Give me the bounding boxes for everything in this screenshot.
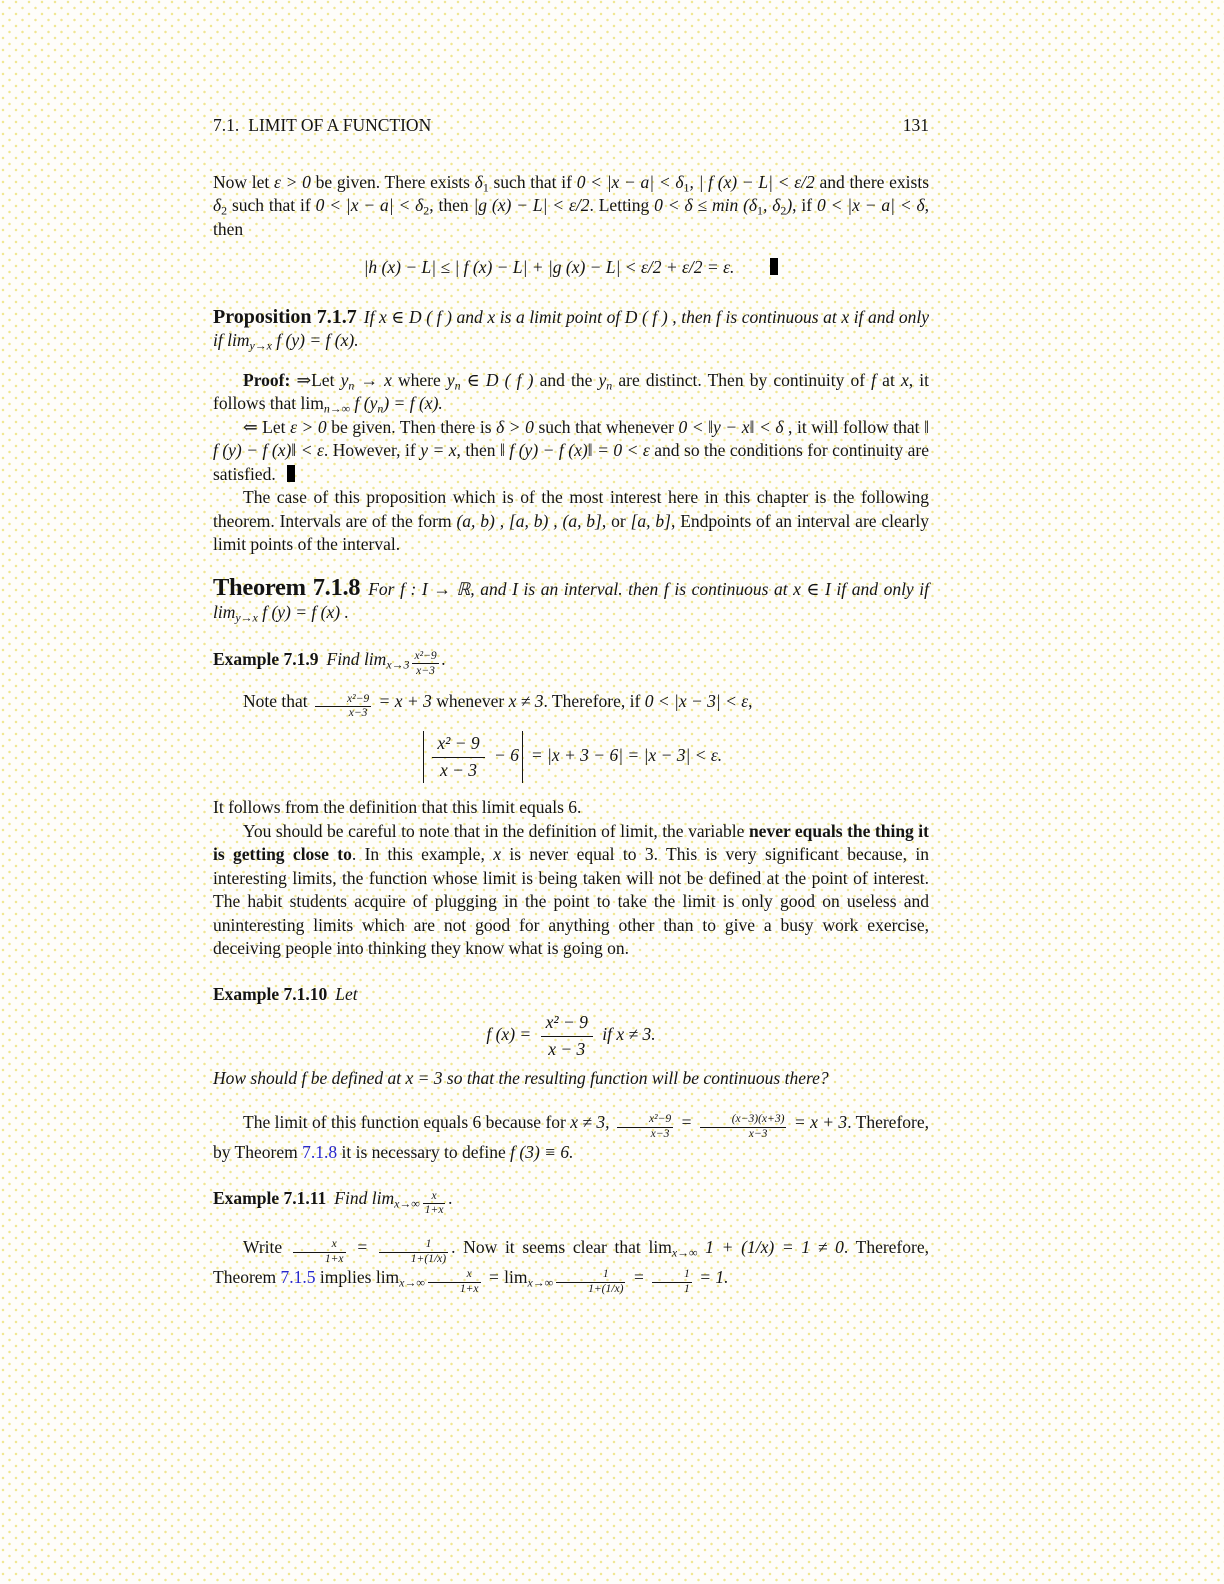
paragraph-limit-explanation — [213, 1111, 929, 1164]
text-run: . — [441, 648, 446, 669]
inline-fraction — [617, 1113, 673, 1141]
text-run: lim — [648, 1237, 672, 1258]
fraction-numerator: x — [423, 1190, 446, 1204]
fraction-denominator: 1+x — [424, 1204, 444, 1217]
italic-text-run: f (y) = f (x). — [271, 330, 359, 350]
paragraph-proof-forward — [213, 369, 929, 416]
math-run: = — [348, 1237, 376, 1258]
example-label: Example 7.1.10 — [213, 983, 328, 1004]
math-run: y — [598, 369, 607, 390]
math-run: 0 < |x − 3| < ε — [644, 691, 749, 712]
fraction-numerator: x²−9 — [617, 1113, 673, 1127]
subscript: 1 — [757, 203, 763, 218]
italic-text-run: Let — [335, 983, 358, 1004]
example-body — [334, 1188, 453, 1217]
italic-text-run: f (y) = f (x) . — [257, 602, 349, 622]
example-7-1-10 — [213, 983, 929, 1007]
bold-text-run: never equals the thing it is getting close to — [213, 820, 929, 865]
proposition-7-1-7 — [213, 306, 929, 353]
math-run: 0 < |x − a| < δ — [315, 195, 424, 215]
subscript: 1 — [683, 179, 690, 194]
math-subscript: x→∞ — [399, 1275, 425, 1290]
inline-fraction — [556, 1268, 625, 1296]
math-run: δ > 0 — [496, 416, 534, 437]
fraction-numerator: x² − 9 — [432, 734, 484, 758]
theorem-reference-link[interactable]: 7.1.8 — [302, 1141, 338, 1162]
fraction-denominator: 1+(1/x) — [588, 1283, 624, 1296]
section-number: 7.1. — [213, 115, 240, 135]
math-run: f (y — [350, 393, 378, 413]
math-run: , | f (x) − L| < ε/2 — [689, 171, 815, 192]
italic-text-run: , and I is an interval. then f is continuous at x ∈ I if and only if — [470, 578, 929, 599]
example-7-1-11 — [213, 1187, 929, 1217]
math-run: δ — [213, 195, 222, 215]
example-body — [335, 984, 357, 1004]
text-run: Write — [243, 1237, 290, 1258]
text-run: and so the conditions for continuity are satisfied. — [213, 440, 929, 484]
page-header — [213, 114, 929, 138]
math-run: |g (x) − L| < ε/2 — [473, 195, 590, 215]
math-run: = 1. — [694, 1267, 729, 1288]
text-run: at — [876, 369, 901, 390]
math-run: x — [900, 369, 909, 390]
math-run: = — [676, 1112, 697, 1133]
math-run: ) — [786, 195, 793, 215]
math-run: 1 + (1/x) = 1 ≠ 0 — [697, 1237, 844, 1258]
text-run: is never equal to 3. This is very significant because, in interesting limits, the function whose limit is being taken will not be defined at the point of interest. The habit students acquire of plugging in the point to take the limit is only good on useless and uninteresting limits which are not good for anything other than to give a busy work exercise, deceiving people into thinking they know what is going on. — [213, 844, 929, 959]
text-run: where — [391, 369, 447, 390]
math-run: ) = f (x). — [383, 393, 443, 413]
subscript: 1 — [482, 179, 489, 194]
text-run: lim — [227, 330, 250, 350]
paragraph-write-solution — [213, 1236, 929, 1296]
math-run: y — [340, 369, 349, 390]
math-subscript: n — [377, 401, 384, 416]
math-run: ‖ f (y) − f (x)‖ = 0 < ε — [499, 440, 650, 460]
theorem-label: Theorem 7.1.8 — [213, 573, 361, 601]
fraction-numerator: x — [293, 1238, 346, 1252]
fraction-numerator: (x−3)(x+3) — [700, 1113, 787, 1127]
text-run: . Therefore, Theorem — [213, 1237, 929, 1288]
fraction-denominator: 1+(1/x) — [410, 1253, 447, 1266]
paragraph-limit-equals-6 — [213, 796, 929, 820]
inline-fraction — [700, 1113, 787, 1141]
section-title: LIMIT OF A FUNCTION — [248, 115, 432, 135]
text-run: Note that — [243, 691, 313, 712]
math-run: = — [628, 1267, 650, 1288]
math-run: f (x) = — [486, 1024, 536, 1045]
text-run: It follows from the definition that this limit equals 6. — [213, 797, 582, 818]
math-subscript: n→∞ — [323, 401, 351, 416]
text-run: Let — [257, 416, 291, 437]
paragraph-how-should-f — [213, 1067, 929, 1091]
text-run: Let — [311, 369, 341, 390]
math-subscript: x→∞ — [671, 1245, 698, 1260]
italic-text-run: How should f be defined at x = 3 so that the resulting function will be continuous there? — [213, 1067, 829, 1088]
fraction-denominator: 1 — [684, 1283, 690, 1296]
page-content — [213, 114, 929, 1296]
subscript: 2 — [780, 203, 787, 218]
italic-text-run: Find — [334, 1188, 372, 1209]
fraction-numerator: x² − 9 — [541, 1013, 593, 1037]
inline-fraction — [412, 650, 438, 678]
text-run: lim — [300, 393, 324, 413]
text-run: be given. There exists — [310, 171, 475, 192]
math-subscript: n — [454, 377, 461, 392]
inline-fraction — [428, 1268, 481, 1296]
italic-text-run: If x ∈ D ( f ) and x is a limit point of D ( f ) , then f is continuous at x if and only if — [213, 306, 929, 350]
vertical-bar-icon — [522, 731, 524, 783]
paragraph-case-of-proposition — [213, 486, 929, 557]
fraction-denominator: x − 3 — [548, 1038, 586, 1059]
text-run: such that if — [488, 171, 577, 192]
math-run: x ≠ 3 — [508, 691, 544, 712]
italic-text-run: Find — [326, 648, 364, 669]
math-run: δ — [474, 171, 483, 192]
text-run: . Letting — [589, 195, 655, 215]
math-run: |h (x) − L| ≤ | f (x) − L| + |g (x) − L| < ε/2 + ε/2 = ε. — [363, 257, 735, 277]
text-run: , then — [429, 195, 474, 215]
text-run: . However, if — [323, 440, 421, 460]
inline-fraction — [652, 1268, 692, 1296]
math-run: ε > 0 — [290, 416, 327, 437]
text-run: , it will follow that — [783, 416, 925, 437]
fraction-numerator: 1 — [652, 1268, 692, 1282]
fraction-denominator: x−3 — [348, 707, 368, 720]
math-run: f — [871, 369, 877, 390]
math-run: x ≠ 3, — [570, 1112, 614, 1133]
paragraph-never-equals-warning — [213, 820, 929, 961]
math-run: ∈ D ( f ) — [460, 369, 534, 390]
text-run: Now let — [213, 171, 274, 192]
page-number: 131 — [902, 115, 929, 135]
inline-fraction — [423, 1190, 446, 1218]
example-label: Example 7.1.9 — [213, 648, 319, 669]
text-run: . Therefore, if — [543, 691, 645, 712]
inline-fraction — [379, 1238, 448, 1266]
vertical-bar-icon — [423, 731, 425, 783]
text-run: and there exists — [814, 171, 930, 192]
example-7-1-9 — [213, 648, 929, 678]
math-run: 0 < |x − a| < δ — [816, 195, 925, 215]
text-run: , — [748, 691, 753, 712]
fraction-denominator: x − 3 — [439, 759, 478, 780]
fraction-numerator: x²−9 — [315, 693, 371, 707]
math-run: 0 < δ ≤ min (δ — [654, 195, 758, 215]
math-run: ⇐ — [243, 416, 258, 437]
math-run: y = x — [420, 440, 457, 460]
text-run: it is necessary to define — [337, 1141, 511, 1162]
text-run: and the — [533, 369, 599, 390]
text-run: lim — [363, 648, 387, 669]
math-run: 0 < |x − a| < δ — [576, 171, 684, 192]
fraction-denominator: 1+x — [324, 1253, 344, 1266]
text-run: The case of this proposition which is of the most interest here in this chapter is the following theorem. Intervals are of the form — [213, 487, 929, 531]
inline-fraction — [315, 693, 371, 721]
math-run: ⇒ — [296, 369, 312, 390]
text-run: , then — [456, 440, 500, 460]
text-run: , then — [213, 195, 930, 239]
text-run: . Now it seems clear that — [451, 1237, 649, 1258]
math-subscript: x→∞ — [527, 1275, 554, 1290]
fraction-numerator: 1 — [379, 1238, 448, 1252]
display-equation-triangle-inequality — [213, 256, 929, 280]
math-subscript: n — [606, 377, 613, 392]
math-subscript: y→x — [235, 610, 258, 625]
display-fraction — [432, 734, 484, 780]
text-run: , if — [792, 195, 817, 215]
theorem-7-1-8 — [213, 573, 929, 625]
subscript: 2 — [221, 203, 228, 218]
math-subscript: y→x — [249, 338, 272, 353]
fraction-numerator: x²−9 — [412, 650, 438, 664]
text-run: The limit of this function equals 6 because for — [243, 1112, 571, 1133]
text-run: lim — [213, 602, 236, 622]
math-run: = x + 3 — [374, 691, 432, 712]
subscript: 2 — [423, 203, 430, 218]
fraction-denominator: x−3 — [650, 1128, 670, 1141]
text-run: , or — [601, 510, 631, 531]
text-run: such that whenever — [533, 416, 679, 437]
display-equation-fraction-bound — [213, 731, 929, 783]
running-section-heading — [213, 114, 431, 138]
math-run: = |x + 3 − 6| = |x − 3| < ε. — [526, 745, 723, 766]
text-run: are distinct. Then by continuity of — [612, 369, 872, 390]
math-subscript: n — [348, 377, 355, 392]
text-run: . In this example, — [351, 844, 494, 865]
text-run: . Therefore, by Theorem — [213, 1112, 929, 1162]
math-run: ‖ f (y) − f (x)‖ < ε — [213, 416, 929, 460]
example-body — [326, 648, 446, 677]
math-run: (a, b) , [a, b) , (a, b] — [456, 510, 602, 531]
math-run: if x ≠ 3. — [597, 1024, 656, 1045]
fraction-denominator: x−3 — [748, 1128, 768, 1141]
math-run: x — [493, 844, 501, 865]
text-run: , Endpoints of an interval are clearly limit points of the interval. — [213, 510, 930, 554]
fraction-numerator: 1 — [556, 1268, 625, 1282]
text-run: lim — [504, 1267, 528, 1288]
math-subscript: x→∞ — [394, 1196, 420, 1211]
theorem-reference-link[interactable]: 7.1.5 — [280, 1267, 316, 1288]
math-run: [a, b] — [630, 510, 671, 531]
text-run: whenever — [431, 691, 509, 712]
display-equation-piecewise-f — [213, 1013, 929, 1059]
text-run: lim — [375, 1267, 400, 1288]
proposition-label: Proposition 7.1.7 — [213, 305, 357, 328]
fraction-denominator: 1+x — [459, 1283, 479, 1296]
math-subscript: x→3 — [386, 656, 410, 671]
italic-text-run: For f : I → — [368, 578, 457, 599]
text-run: implies — [315, 1267, 376, 1288]
display-fraction — [541, 1013, 593, 1059]
text-run: such that if — [227, 195, 316, 215]
paragraph-proof-backward — [213, 416, 929, 487]
fraction-numerator: x — [428, 1268, 481, 1282]
fraction-denominator: x−3 — [416, 664, 435, 677]
math-run: y — [446, 369, 455, 390]
text-run: . — [448, 1188, 453, 1209]
text-run: lim — [371, 1188, 395, 1209]
math-run: f (3) ≡ 6. — [510, 1141, 574, 1162]
math-run: , δ — [763, 195, 781, 215]
math-run: = x + 3 — [789, 1112, 848, 1133]
math-run: 0 < ‖y − x‖ < δ — [678, 416, 784, 437]
inline-fraction — [293, 1238, 346, 1266]
paragraph-note-that — [213, 690, 929, 720]
text-run: be given. Then there is — [326, 416, 497, 437]
math-run: = — [483, 1267, 505, 1288]
math-run: ε > 0 — [273, 171, 311, 192]
bold-text-run: Proof: — [243, 369, 297, 390]
paragraph-epsilon-delta-proof — [213, 171, 929, 242]
math-run: − 6 — [489, 745, 519, 766]
qed-marker-icon — [770, 258, 778, 275]
qed-marker-icon — [287, 465, 295, 482]
example-label: Example 7.1.11 — [213, 1188, 327, 1209]
text-run: You should be careful to note that in the definition of limit, the variable — [243, 820, 749, 841]
text-run: ℝ — [456, 578, 471, 599]
math-run: → x — [354, 369, 392, 390]
text-run: , it follows that — [213, 369, 929, 413]
